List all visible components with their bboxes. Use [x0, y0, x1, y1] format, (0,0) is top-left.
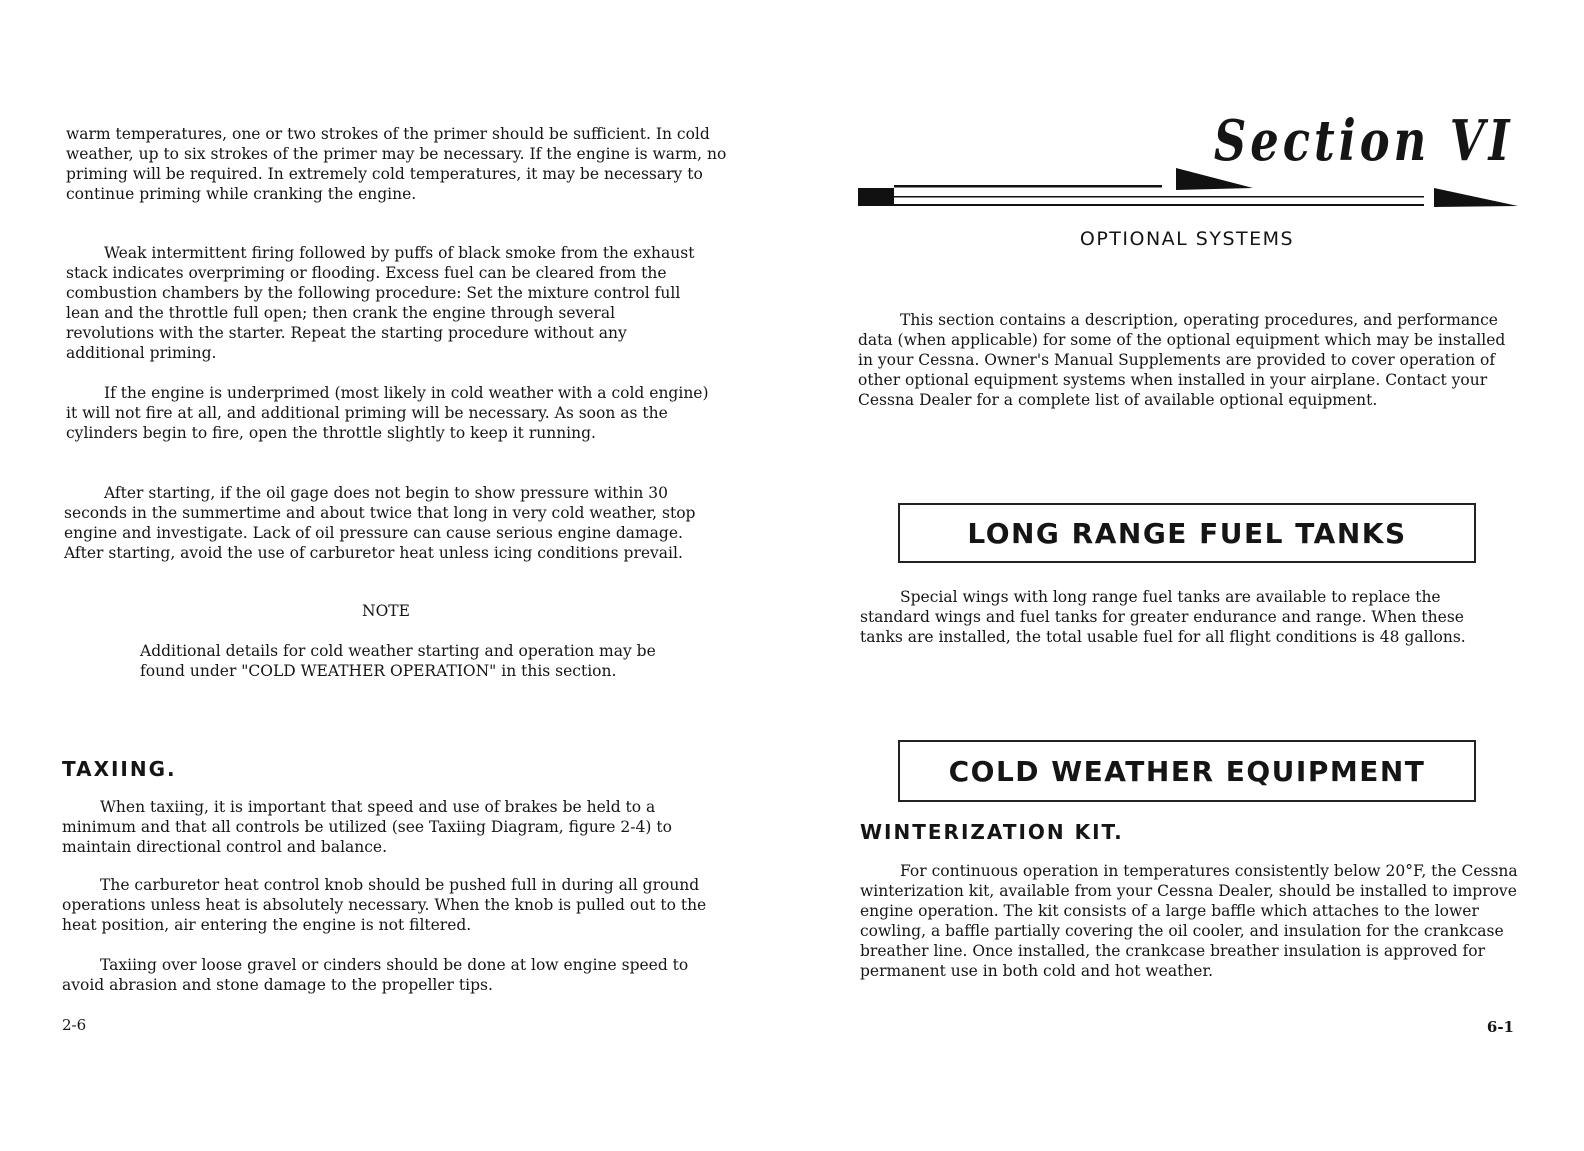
winterization-paragraph: For continuous operation in temperatures consistently below 20°F, the Cessna winterization kit, available from your Cessna Dealer, should be installed to improve engine operation. The kit consists of a large baffle which attaches to the lower cowling, a baffle partially covering the oil cooler, and insulation for the crankcase breather line. Once installed, the crankcase breather insulation is approved for permanent use in both cold and hot weather. [860, 862, 1518, 980]
taxiing-paragraph-1: When taxiing, it is important that speed and use of brakes be held to a minimum and that all controls be utilized (see Taxiing Diagram, figure 2-4) to maintain directional control and balance. [62, 798, 672, 856]
long-range-fuel-tanks-heading: LONG RANGE FUEL TANKS [898, 503, 1476, 563]
note-text: Additional details for cold weather starting and operation may be found under "COLD WEATHER OPERATION" in this section. [140, 642, 656, 680]
flooding-paragraph: Weak intermittent firing followed by puffs of black smoke from the exhaust stack indicates overpriming or flooding. Excess fuel can be cleared from the combustion chambers by the following procedure: Set the mixture control full lean and the throttle full open; then crank the engine through several revolutions with the starter. Repeat the starting procedure without any additional priming. [66, 244, 695, 362]
section-title: Section VI [1214, 108, 1514, 174]
right-page [790, 0, 1584, 1151]
left-page [0, 0, 790, 1151]
section-subtitle: OPTIONAL SYSTEMS [1079, 228, 1295, 250]
page-number-right: 6-1 [1486, 1018, 1514, 1036]
long-range-paragraph: Special wings with long range fuel tanks are available to replace the standard wings and fuel tanks for greater endurance and range. When these tanks are installed, the total usable fuel for all flight conditions is 48 gallons. [860, 588, 1466, 646]
winterization-heading: WINTERIZATION KIT. [860, 820, 1124, 844]
note-label: NOTE [362, 602, 410, 620]
section-header-rule [858, 160, 1518, 210]
oil-pressure-paragraph: After starting, if the oil gage does not begin to show pressure within 30 seconds in the summertime and about twice that long in very cold weather, stop engine and investigate. Lack of oil pressure can cause serious engine damage. After starting, avoid the use of carburetor heat unless icing conditions prevail. [64, 484, 696, 562]
taxiing-paragraph-2: The carburetor heat control knob should be pushed full in during all ground operations unless heat is absolutely necessary. When the knob is pulled out to the heat position, air entering the engine is not filtered. [62, 876, 707, 934]
taxiing-paragraph-3: Taxiing over loose gravel or cinders should be done at low engine speed to avoid abrasion and stone damage to the propeller tips. [62, 956, 689, 994]
priming-paragraph: warm temperatures, one or two strokes of the primer should be sufficient. In cold weather, up to six strokes of the primer may be necessary. If the engine is warm, no priming will be required. In extremely cold temperatures, it may be necessary to continue priming while cranking the engine. [66, 125, 727, 203]
cold-weather-equipment-heading: COLD WEATHER EQUIPMENT [898, 740, 1476, 802]
page-number-left: 2-6 [62, 1016, 87, 1034]
taxiing-heading: TAXIING. [62, 757, 177, 781]
intro-paragraph: This section contains a description, operating procedures, and performance data (when applicable) for some of the optional equipment which may be installed in your Cessna. Owner's Manual Supplements are provided to cover operation of other optional equipment systems when installed in your airplane. Contact your Cessna Dealer for a complete list of available optional equipment. [858, 311, 1506, 409]
underprimed-paragraph: If the engine is underprimed (most likely in cold weather with a cold engine) it will not fire at all, and additional priming will be necessary. As soon as the cylinders begin to fire, open the throttle slightly to keep it running. [66, 384, 709, 442]
